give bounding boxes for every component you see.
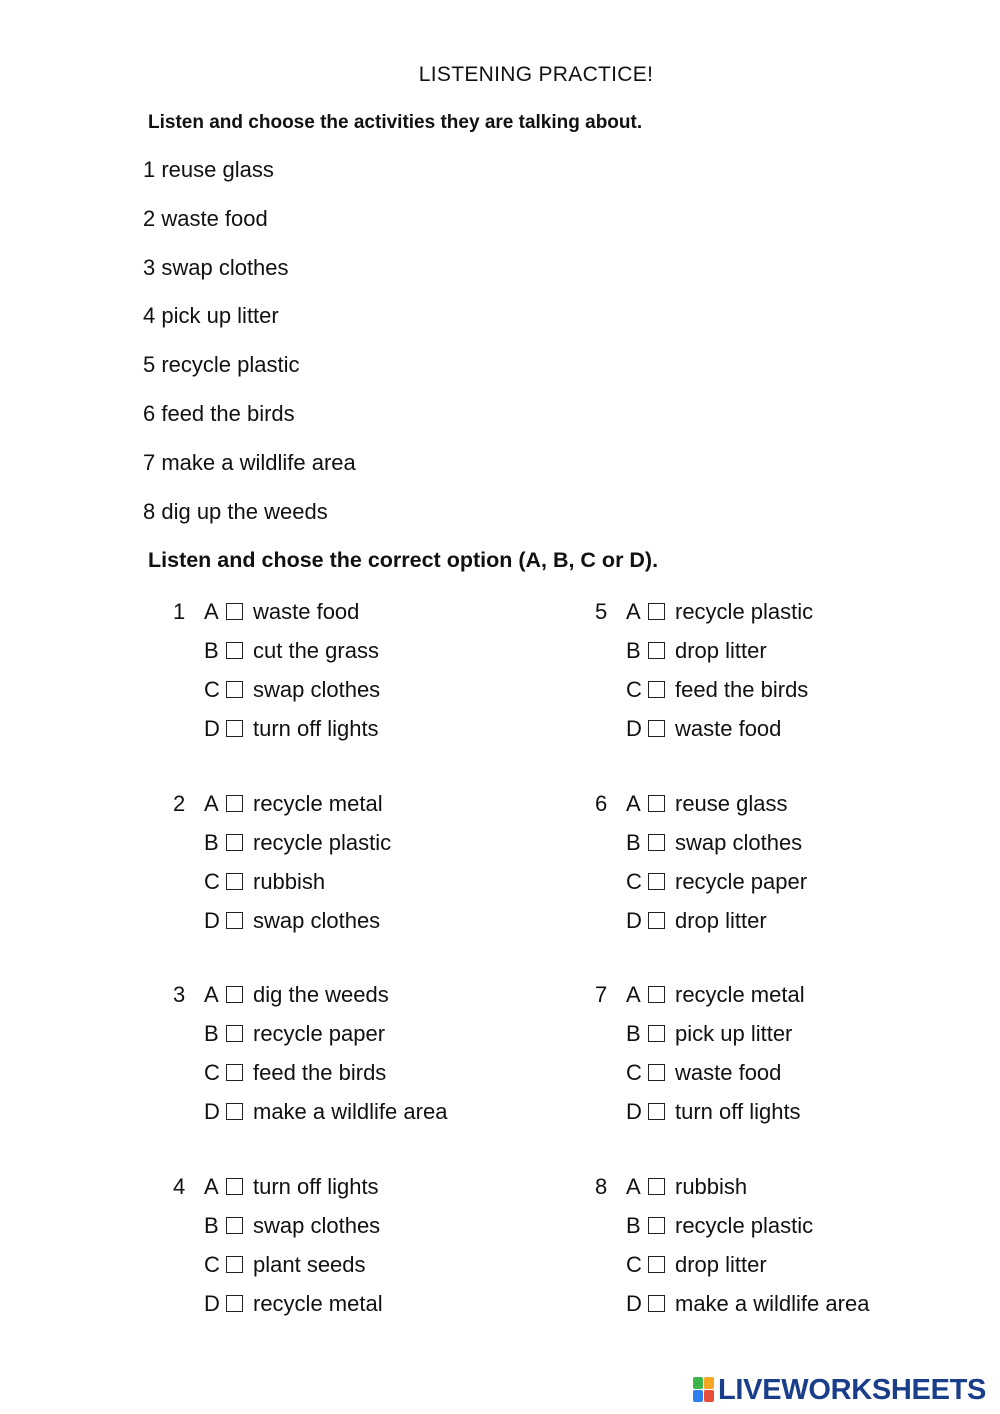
option-text: recycle plastic xyxy=(253,830,392,856)
option-letter: A xyxy=(204,982,219,1007)
option-d[interactable] xyxy=(626,716,781,742)
option-letter: B xyxy=(204,638,219,664)
option-a[interactable] xyxy=(204,791,383,817)
checkbox-icon[interactable] xyxy=(648,603,665,620)
option-text: recycle plastic xyxy=(675,599,814,624)
option-text: reuse glass xyxy=(675,791,788,816)
option-letter: B xyxy=(626,638,641,664)
option-text: feed the birds xyxy=(253,1060,387,1086)
option-letter: C xyxy=(626,869,642,895)
activity-item: 8 dig up the weeds xyxy=(143,498,328,524)
liveworksheets-brand xyxy=(693,1374,986,1406)
activity-item: 6 feed the birds xyxy=(143,401,295,426)
option-letter: C xyxy=(626,1252,642,1278)
option-letter: B xyxy=(204,830,219,856)
option-b[interactable] xyxy=(204,638,379,664)
option-text: rubbish xyxy=(253,869,326,895)
question-number: 8 xyxy=(595,1174,608,1199)
checkbox-icon[interactable] xyxy=(226,1217,243,1234)
checkbox-icon[interactable] xyxy=(226,1256,243,1273)
option-letter: C xyxy=(626,677,642,703)
option-c[interactable] xyxy=(626,1060,781,1086)
activity-item: 5 recycle plastic xyxy=(143,352,300,378)
option-text: drop litter xyxy=(675,908,767,934)
option-text: turn off lights xyxy=(253,716,379,742)
option-c[interactable] xyxy=(204,869,325,895)
option-letter: A xyxy=(204,1174,219,1199)
option-letter: D xyxy=(204,908,220,934)
option-text: waste food xyxy=(675,1060,782,1086)
option-letter: D xyxy=(204,1099,220,1125)
option-text: plant seeds xyxy=(253,1252,366,1278)
option-text: swap clothes xyxy=(253,677,381,703)
option-text: dig the weeds xyxy=(253,982,389,1007)
option-text: make a wildlife area xyxy=(253,1099,448,1125)
option-text: swap clothes xyxy=(675,830,803,856)
option-d[interactable] xyxy=(626,1099,801,1125)
option-d[interactable] xyxy=(204,908,380,934)
option-c[interactable] xyxy=(204,677,380,703)
option-text: recycle paper xyxy=(675,869,808,895)
checkbox-icon[interactable] xyxy=(648,1217,665,1234)
activity-item: 4 pick up litter xyxy=(143,303,279,329)
option-text: cut the grass xyxy=(253,638,379,664)
option-c[interactable] xyxy=(626,1252,767,1278)
option-d[interactable] xyxy=(204,1099,447,1125)
option-letter: A xyxy=(626,1174,641,1199)
activity-item: 1 reuse glass xyxy=(143,157,274,182)
activity-item: 3 swap clothes xyxy=(143,254,289,280)
option-b[interactable] xyxy=(626,638,767,664)
activity-item: 7 make a wildlife area xyxy=(143,449,356,475)
checkbox-icon[interactable] xyxy=(648,986,665,1003)
question-number: 7 xyxy=(595,982,608,1007)
option-b[interactable] xyxy=(204,1021,385,1047)
option-letter: A xyxy=(204,791,219,816)
question-number: 6 xyxy=(595,791,608,816)
checkbox-icon[interactable] xyxy=(226,1064,243,1081)
option-d[interactable] xyxy=(204,1291,383,1317)
option-letter: D xyxy=(626,1099,642,1125)
page-title: LISTENING PRACTICE! xyxy=(418,63,654,86)
option-a[interactable] xyxy=(204,1174,379,1200)
instruction-activities: Listen and choose the activities they are talking about. xyxy=(148,112,643,133)
checkbox-icon[interactable] xyxy=(226,720,243,737)
option-letter: A xyxy=(204,599,219,624)
checkbox-icon[interactable] xyxy=(226,681,243,698)
option-d[interactable] xyxy=(626,1291,869,1317)
option-d[interactable] xyxy=(626,908,767,934)
question-number: 5 xyxy=(595,599,608,624)
option-text: recycle metal xyxy=(675,982,805,1007)
option-letter: D xyxy=(204,716,220,742)
checkbox-icon[interactable] xyxy=(226,1295,243,1312)
option-c[interactable] xyxy=(204,1060,386,1086)
option-a[interactable] xyxy=(204,599,359,625)
checkbox-icon[interactable] xyxy=(648,720,665,737)
option-letter: C xyxy=(626,1060,642,1086)
option-letter: D xyxy=(626,908,642,934)
option-a[interactable] xyxy=(626,1174,747,1200)
liveworksheets-logo-icon xyxy=(693,1377,715,1403)
option-text: feed the birds xyxy=(675,677,809,703)
option-letter: B xyxy=(626,1021,641,1047)
option-text: recycle plastic xyxy=(675,1213,814,1239)
brand-name: LIVEWORKSHEETS xyxy=(718,1373,987,1406)
checkbox-icon[interactable] xyxy=(648,1295,665,1312)
option-b[interactable] xyxy=(626,1021,792,1047)
option-text: drop litter xyxy=(675,638,767,664)
question-number: 3 xyxy=(173,982,186,1007)
checkbox-icon[interactable] xyxy=(648,912,665,929)
checkbox-icon[interactable] xyxy=(648,1256,665,1273)
option-text: make a wildlife area xyxy=(675,1291,870,1317)
option-b[interactable] xyxy=(626,1213,813,1239)
option-letter: A xyxy=(626,599,641,624)
checkbox-icon[interactable] xyxy=(226,642,243,659)
question-number: 2 xyxy=(173,791,186,816)
option-c[interactable] xyxy=(204,1252,366,1278)
option-letter: D xyxy=(626,1291,642,1317)
option-letter: B xyxy=(204,1021,219,1047)
checkbox-icon[interactable] xyxy=(648,681,665,698)
checkbox-icon[interactable] xyxy=(226,795,243,812)
option-letter: B xyxy=(626,1213,641,1239)
option-text: recycle metal xyxy=(253,1291,383,1317)
activity-item: 2 waste food xyxy=(143,205,268,231)
option-letter: A xyxy=(626,791,641,816)
option-text: pick up litter xyxy=(675,1021,793,1047)
checkbox-icon[interactable] xyxy=(648,1025,665,1042)
option-text: drop litter xyxy=(675,1252,767,1278)
checkbox-icon[interactable] xyxy=(648,1103,665,1120)
option-letter: C xyxy=(204,1252,220,1278)
option-letter: C xyxy=(204,1060,220,1086)
option-letter: B xyxy=(204,1213,219,1239)
checkbox-icon[interactable] xyxy=(226,1025,243,1042)
option-a[interactable] xyxy=(204,982,389,1008)
checkbox-icon[interactable] xyxy=(226,834,243,851)
option-b[interactable] xyxy=(204,830,391,856)
option-text: rubbish xyxy=(675,1174,748,1199)
option-a[interactable] xyxy=(626,791,788,817)
option-letter: C xyxy=(204,677,220,703)
checkbox-icon[interactable] xyxy=(648,1178,665,1195)
option-d[interactable] xyxy=(204,716,379,742)
option-c[interactable] xyxy=(626,869,807,895)
question-number: 1 xyxy=(173,599,186,624)
option-letter: D xyxy=(626,716,642,742)
option-letter: B xyxy=(626,830,641,856)
option-text: waste food xyxy=(253,599,360,624)
option-text: swap clothes xyxy=(253,1213,381,1239)
option-text: turn off lights xyxy=(675,1099,801,1125)
checkbox-icon[interactable] xyxy=(226,603,243,620)
checkbox-icon[interactable] xyxy=(648,795,665,812)
option-letter: C xyxy=(204,869,220,895)
option-text: swap clothes xyxy=(253,908,381,934)
option-b[interactable] xyxy=(204,1213,380,1239)
option-text: waste food xyxy=(675,716,782,742)
option-c[interactable] xyxy=(626,677,808,703)
checkbox-icon[interactable] xyxy=(648,642,665,659)
instruction-options: Listen and chose the correct option (A, B, C or D). xyxy=(148,548,659,572)
option-text: turn off lights xyxy=(253,1174,379,1199)
option-a[interactable] xyxy=(626,982,805,1008)
checkbox-icon[interactable] xyxy=(226,986,243,1003)
option-text: recycle paper xyxy=(253,1021,386,1047)
option-letter: A xyxy=(626,982,641,1007)
checkbox-icon[interactable] xyxy=(226,1103,243,1120)
option-text: recycle metal xyxy=(253,791,383,816)
checkbox-icon[interactable] xyxy=(648,834,665,851)
option-letter: D xyxy=(204,1291,220,1317)
checkbox-icon[interactable] xyxy=(226,912,243,929)
checkbox-icon[interactable] xyxy=(648,873,665,890)
checkbox-icon[interactable] xyxy=(226,1178,243,1195)
question-number: 4 xyxy=(173,1174,186,1199)
checkbox-icon[interactable] xyxy=(226,873,243,890)
checkbox-icon[interactable] xyxy=(648,1064,665,1081)
option-a[interactable] xyxy=(626,599,813,625)
option-b[interactable] xyxy=(626,830,802,856)
